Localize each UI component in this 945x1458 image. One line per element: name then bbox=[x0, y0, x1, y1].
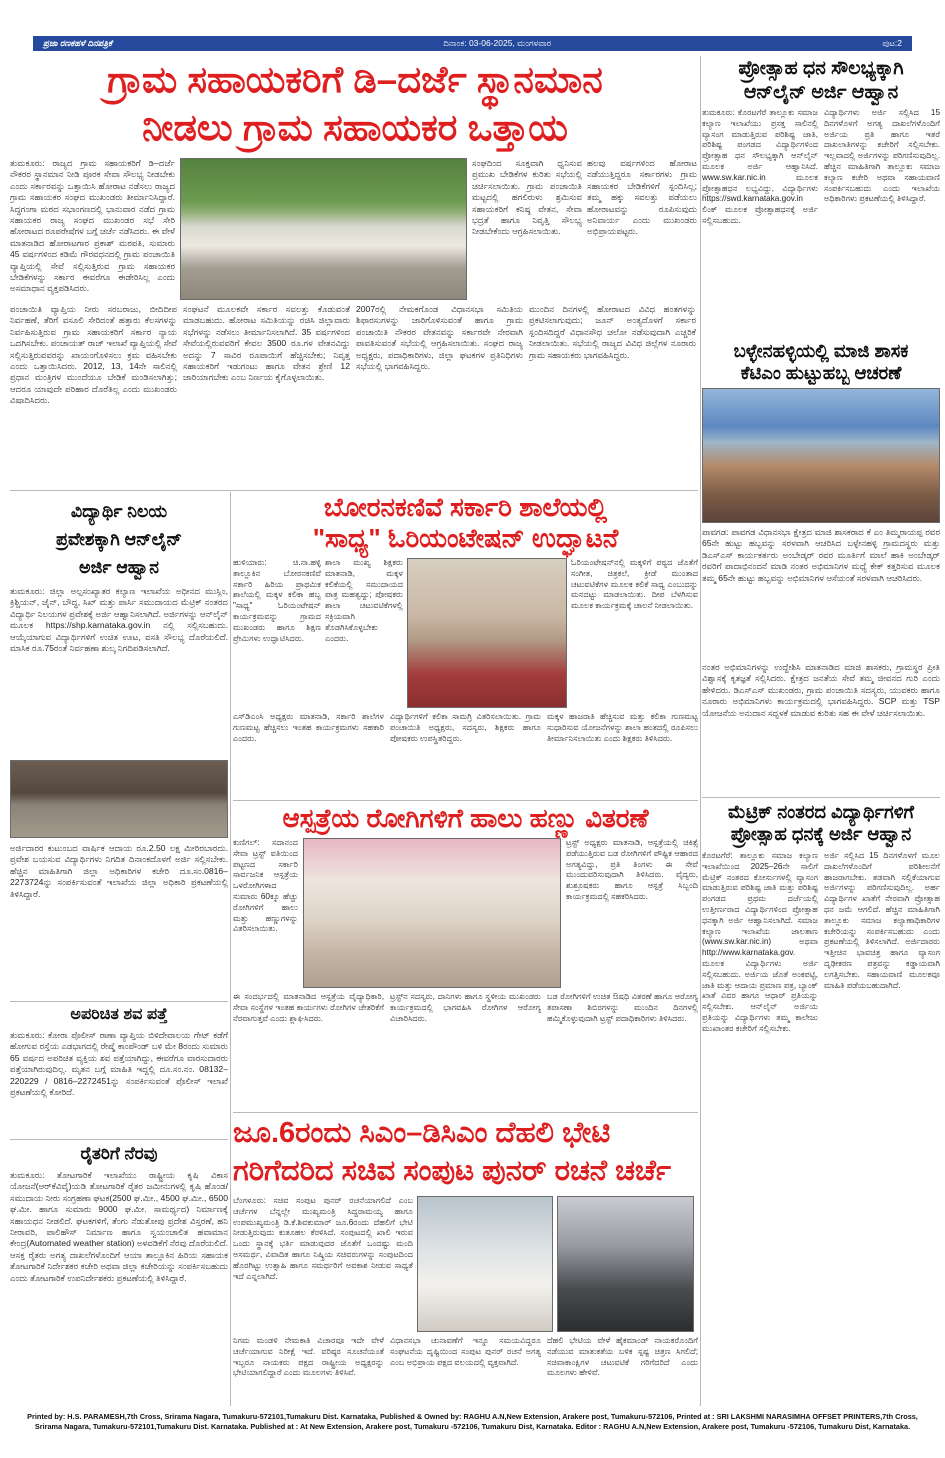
date-line: ದಿನಾಂಕ: 03-06-2025, ಮಂಗಳವಾರ bbox=[443, 38, 552, 48]
unknown-body-text: ತುಮಕೂರು: ಕೋರಾ ಪೊಲೀಸ್ ಠಾಣಾ ವ್ಯಾಪ್ತಿಯ ಬಿಳಿದೇವಾಲಯ ಗೇಟ್ ಕಡೆಗೆ ಹೋಗುವ ರಸ್ತೆಯ ಎಡಭಾಗದಲ್ಲಿ ರೇಷ್ಮೆ ಕಾಂಪೌಂಡ್ ಬಳಿ ಮೇ 8ರಂದು ಸುಮಾರು 65 ವರ್ಷದ ಅಪರಿಚಿತ ವ್ಯಕ್ತಿಯ ಶವ ಪತ್ತೆಯಾಗಿದ್ದು, ಈವರೆಗೂ ವಾರಸುದಾರರು ಪತ್ತೆಯಾಗಿರುವುದಿಲ್ಲ. ಮೃತನ ಬಗ್ಗೆ ಮಾಹಿತಿ ಇದ್ದಲ್ಲಿ ದೂ.ಸಂ.ನಂ. 08132–220229 / 0816–2272451ನ್ನು ಸಂಪರ್ಕಿಸುವಂತೆ ಪೊಲೀಸ್ ಇಲಾಖೆ ಪ್ರಕಟಣೆಯಲ್ಲಿ ಕೋರಿದೆ. bbox=[10, 1030, 228, 1098]
scholarship-headline bbox=[702, 801, 940, 845]
farmers-headline: ರೈತರಿಗೆ ನೆರವು bbox=[80, 1144, 158, 1163]
imprint-line1: Printed by: H.S. PARAMESH,7th Cross, Srirama Nagara, Tumakuru-572101,Tumakuru Dist. Karnataka, Published & Owned by: RAGHU A.N,New Extension, Arakere post, Tumakuru-572106, Printed at : SRI LAKSHMI NARASIMHA OFFSET PRINTERS,7th Cross, bbox=[27, 1412, 918, 1421]
masthead-bar bbox=[33, 36, 912, 51]
sadhya-photo bbox=[407, 558, 567, 708]
sadhya-headline bbox=[233, 492, 698, 554]
divider bbox=[233, 800, 698, 801]
unknown-body-headline: ಅಪರಿಚಿತ ಶವ ಪತ್ತೆ bbox=[70, 1006, 168, 1023]
sadhya-col-4: ಎಸ್‌ಡಿಎಂಸಿ ಅಧ್ಯಕ್ಷರು ಮಾತನಾಡಿ, ಸರ್ಕಾರಿ ಶಾಲೆಗಳ ಗುಣಮಟ್ಟ ಹೆಚ್ಚಿಸಲು ಇಂತಹ ಕಾರ್ಯಕ್ರಮಗಳು ಸಹಕಾರಿ ಎಂದರು. bbox=[233, 712, 384, 743]
hostel-body-1: ತುಮಕೂರು: ಜಿಲ್ಲಾ ಅಲ್ಪಸಂಖ್ಯಾತರ ಕಲ್ಯಾಣ ಇಲಾಖೆಯ ಅಧೀನದ ಮುಸ್ಲಿಂ, ಕ್ರಿಶ್ಚಿಯನ್, ಜೈನ್, ಬೌದ್ಧ, ಸಿಖ್ ಮತ್ತು ಪಾರ್ಸಿ ಸಮುದಾಯದ ಮೆಟ್ರಿಕ್ ನಂತರದ ವಿದ್ಯಾರ್ಥಿ ನಿಲಯಗಳ ಪ್ರವೇಶಕ್ಕೆ ಅರ್ಜಿ ಆಹ್ವಾನಿಸಲಾಗಿದೆ. ಅರ್ಜಿಗಳನ್ನು ಆನ್‌ಲೈನ್ ಮೂಲಕ https://shp.karnataka.gov.in ನಲ್ಲಿ ಸಲ್ಲಿಸಬಹುದು. ಆಯ್ಕೆಯಾಗುವ ವಿದ್ಯಾರ್ಥಿಗಳಿಗೆ ಉಚಿತ ಊಟ, ವಸತಿ ಸೌಲಭ್ಯ ದೊರೆಯಲಿದೆ. ಮಾಸಿಕ ರೂ.75ರಂತೆ ನಿರ್ವಹಣಾ ಶುಲ್ಕ ನಿಗದಿಪಡಿಸಲಾಗಿದೆ. bbox=[10, 586, 228, 654]
cabinet-col-4: ದೆಹಲಿ ಭೇಟಿಯ ವೇಳೆ ಹೈಕಮಾಂಡ್ ನಾಯಕರೊಂದಿಗೆ ನಡೆಯುವ ಮಾತುಕತೆಯ ಬಳಿಕ ಸ್ಪಷ್ಟ ಚಿತ್ರಣ ಸಿಗಲಿದೆ; ಸಚಿವಾಕಾಂಕ್ಷಿಗಳ ಚಟುವಟಿಕೆ ಗರಿಗೆದರಿದೆ ಎಂದು ಮೂಲಗಳು ಹೇಳಿವೆ. bbox=[547, 1336, 698, 1378]
paper-name: ಪ್ರಜಾ ರಣಕಹಳೆ ದಿನಪತ್ರಿಕೆ bbox=[43, 38, 113, 48]
cabinet-col-1: ಬೆಂಗಳೂರು: ಸಚಿವ ಸಂಪುಟ ಪುನರ್ ರಚನೆಯಾಗಲಿದೆ ಎಂಬ ಚರ್ಚೆಗಳ ಬೆನ್ನಲ್ಲೇ ಮುಖ್ಯಮಂತ್ರಿ ಸಿದ್ದರಾಮಯ್ಯ ಹಾಗೂ ಉಪಮುಖ್ಯಮಂತ್ರಿ ಡಿ.ಕೆ.ಶಿವಕುಮಾರ್ ಜೂ.6ರಂದು ದೆಹಲಿಗೆ ಭೇಟಿ ನೀಡುತ್ತಿರುವುದು ಕುತೂಹಲ ಕೆರಳಿಸಿದೆ. ಸಂಪುಟದಲ್ಲಿ ಖಾಲಿ ಇರುವ ಒಂದು ಸ್ಥಾನಕ್ಕೆ ಭರ್ತಿ ಮಾಡುವುದರ ಜೊತೆಗೆ ಒಂದಷ್ಟು ಮಂದಿ ಅಸಮರ್ಥ, ವಿವಾದಿತ ಹಾಗೂ ನಿಷ್ಕ್ರಿಯ ಸಚಿವರುಗಳನ್ನು ಸಂಪುಟದಿಂದ ಹೊರಗಿಟ್ಟು ಉತ್ಸಾಹಿ ಹಾಗೂ ಸಮರ್ಥರಿಗೆ ಅವಕಾಶ ನೀಡುವ ಸಾಧ್ಯತೆ ಇದೆ ಎನ್ನಲಾಗಿದೆ. bbox=[233, 1196, 413, 1281]
lead-col-b: ಹಲವು ವರ್ಷಗಳಿಂದ ಹೋರಾಟ ನಡೆಯುತ್ತಿದ್ದರೂ ಸರ್ಕಾರಗಳು ಗ್ರಾಮ ಸಹಾಯಕರ ಬೇಡಿಕೆಗಳಿಗೆ ಸ್ಪಂದಿಸಿಲ್ಲ; ತಮ್ಮ ಹಕ್ಕು ಸವಲತ್ತು ಪಡೆಯಲು ಹೋರಾಟವನ್ನು ರೂಪಿಸುವುದು ಅನಿವಾರ್ಯ ಎಂದು ಮುಖಂಡರು ಅಭಿಪ್ರಾಯಪಟ್ಟರು. bbox=[587, 158, 697, 237]
cabinet-headline-line1: ಜೂ.6ರಂದು ಸಿಎಂ–ಡಿಸಿಎಂ ದೆಹಲಿ ಭೇಟಿ bbox=[233, 1117, 611, 1149]
imprint-line2: Srirama Nagara, Tumakuru-572101,Tumakuru Dist. Karnataka. Published at : At New Extension, Arakere post, Tumakuru -572106, Tumakuru Dist, Karnataka. Editor : RAGHU A.N,New Extension, Arakere post, Tumakuru -572106, Tumakuru Dist, Karnataka. bbox=[34, 1422, 911, 1431]
lead-col-5: ಮುಂದಿನ ದಿನಗಳಲ್ಲಿ ಹೋರಾಟದ ವಿವಿಧ ಹಂತಗಳನ್ನು ಪ್ರಕಟಿಸಲಾಗುವುದು; ಜೂನ್ ಅಂತ್ಯದೊಳಗೆ ಸರ್ಕಾರ ಸ್ಪಂದಿಸದಿದ್ದರೆ ವಿಧಾನಸೌಧ ಚಲೋ ನಡೆಸುವುದಾಗಿ ಎಚ್ಚರಿಕೆ ನೀಡಲಾಯಿತು. ಸಭೆಯಲ್ಲಿ ರಾಜ್ಯದ ವಿವಿಧ ಜಿಲ್ಲೆಗಳ ನೂರಾರು ಗ್ರಾಮ ಸಹಾಯಕರು ಭಾಗವಹಿಸಿದ್ದರು. bbox=[529, 304, 696, 360]
dcm-photo bbox=[557, 1196, 694, 1332]
milk-col-3: ಈ ಸಂದರ್ಭದಲ್ಲಿ ಮಾತನಾಡಿದ ಆಸ್ಪತ್ರೆಯ ವೈದ್ಯಾಧಿಕಾರಿ, ಸೇವಾ ಸಂಸ್ಥೆಗಳ ಇಂತಹ ಕಾರ್ಯಗಳು ರೋಗಿಗಳ ಚೇತರಿಕೆಗೆ ನೆರವಾಗುತ್ತವೆ ಎಂದು ಶ್ಲಾಘಿಸಿದರು. bbox=[233, 992, 384, 1023]
birthday-headline-line1: ಬಳ್ಳೇನಹಳ್ಳಿಯಲ್ಲಿ ಮಾಜಿ ಶಾಸಕ bbox=[733, 341, 909, 361]
scholarship-headline-line1: ಮೆಟ್ರಿಕ್ ನಂತರದ ವಿದ್ಯಾರ್ಥಿಗಳಿಗೆ bbox=[727, 802, 915, 822]
scholarship-headline-line2: ಪ್ರೋತ್ಸಾಹ ಧನಕ್ಕೆ ಅರ್ಜಿ ಆಹ್ವಾನ bbox=[730, 824, 912, 844]
hostel-headline-line1: ವಿದ್ಯಾರ್ಥಿ ನಿಲಯ bbox=[70, 501, 168, 521]
promo-col-a: ತುಮಕೂರು: ಕೊರಟಗೆರೆ ತಾಲ್ಲೂಕು ಸಮಾಜ ಕಲ್ಯಾಣ ಇಲಾಖೆಯು ಪ್ರಸಕ್ತ ಸಾಲಿನಲ್ಲಿ ವ್ಯಾಸಂಗ ಮಾಡುತ್ತಿರುವ ಪರಿಶಿಷ್ಟ ಜಾತಿ, ಪರಿಶಿಷ್ಟ ಪಂಗಡದ ವಿದ್ಯಾರ್ಥಿಗಳಿಂದ ಪ್ರೋತ್ಸಾಹ ಧನ ಸೌಲಭ್ಯಕ್ಕಾಗಿ ಆನ್‌ಲೈನ್ ಮೂಲಕ ಅರ್ಜಿ ಆಹ್ವಾನಿಸಿದೆ. www.sw.kar.nic.in ಮೂಲಕ ಪ್ರೋತ್ಸಾಹಧನ ಲಭ್ಯವಿದ್ದು, ವಿದ್ಯಾರ್ಥಿಗಳು https://swd.karnataka.gov.in ಲಿಂಕ್ ಮೂಲಕ ಪ್ರೋತ್ಸಾಹಧನಕ್ಕೆ ಅರ್ಜಿ ಸಲ್ಲಿಸಬಹುದು. bbox=[702, 108, 818, 225]
column-rule-right bbox=[700, 56, 701, 1406]
cabinet-row-top bbox=[233, 1196, 698, 1332]
page-number: ಪುಟ:2 bbox=[882, 38, 902, 48]
birthday-body-2: ನಂತರ ಅಭಿಮಾನಿಗಳನ್ನು ಉದ್ದೇಶಿಸಿ ಮಾತನಾಡಿದ ಮಾಜಿ ಶಾಸಕರು, ಗ್ರಾಮಸ್ಥರ ಪ್ರೀತಿ ವಿಶ್ವಾಸಕ್ಕೆ ಕೃತಜ್ಞತೆ ಸಲ್ಲಿಸಿದರು. ಕ್ಷೇತ್ರದ ಜನತೆಯ ಸೇವೆ ತಮ್ಮ ಜೀವನದ ಗುರಿ ಎಂದು ಹೇಳಿದರು. ಡಿಎಸ್‌ಎಸ್ ಮುಖಂಡರು, ಗ್ರಾಮ ಪಂಚಾಯಿತಿ ಸದಸ್ಯರು, ಯುವಕರು ಹಾಗೂ ನೂರಾರು ಅಭಿಮಾನಿಗಳು ಕಾರ್ಯಕ್ರಮದಲ್ಲಿ ಭಾಗವಹಿಸಿದ್ದರು. SCP ಮತ್ತು TSP ಯೋಜನೆಯ ಅನುದಾನ ಸದ್ಬಳಕೆ ಮಾಡುವ ಕುರಿತು ಸಹ ಈ ವೇಳೆ ಚರ್ಚಿಸಲಾಯಿತು. bbox=[702, 662, 940, 718]
milk-row-bottom bbox=[233, 992, 698, 1108]
promo-headline bbox=[702, 57, 940, 105]
imprint-footer bbox=[8, 1412, 937, 1432]
promo-body bbox=[702, 108, 940, 334]
lead-col-a: ಸಂಘದಿಂದ ಸೂಕ್ತವಾಗಿ ಧ್ವನಿಸುವ ಪ್ರಮುಖ ಬೇಡಿಕೆಗಳ ಕುರಿತು ಸಭೆಯಲ್ಲಿ ಚರ್ಚಿಸಲಾಯಿತು. ಗ್ರಾಮ ಪಂಚಾಯಿತಿ ಮಟ್ಟದಲ್ಲಿ ಹಗಲಿರುಳು ಶ್ರಮಿಸುವ ಸಹಾಯಕರಿಗೆ ಕನಿಷ್ಠ ವೇತನ, ಸೇವಾ ಭದ್ರತೆ ಹಾಗೂ ನಿವೃತ್ತಿ ಸೌಲಭ್ಯ ನೀಡಬೇಕೆಂದು ಆಗ್ರಹಿಸಲಾಯಿತು. bbox=[472, 158, 582, 237]
lead-col-1: ತುಮಕೂರು: ರಾಜ್ಯದ ಗ್ರಾಮ ಸಹಾಯಕರಿಗೆ ಡಿ–ದರ್ಜೆ ನೌಕರರ ಸ್ಥಾನಮಾನ ನೀಡಿ ಪೂರಕ ಸೇವಾ ಸೌಲಭ್ಯ ನೀಡಬೇಕು ಎಂದು ಸರ್ಕಾರವನ್ನು ಒತ್ತಾಯಿಸಿ ಹೋರಾಟ ನಡೆಸಲು ರಾಜ್ಯದ ಗ್ರಾಮ ಸಹಾಯಕರ ಸಂಘದ ಮುಖಂಡರು ತೀರ್ಮಾನಿಸಿದ್ದಾರೆ. ಸಿದ್ಧಗಂಗಾ ಮಠದ ಸಭಾಂಗಣದಲ್ಲಿ ಭಾನುವಾರ ನಡೆದ ಗ್ರಾಮ ಸಹಾಯಕರ ರಾಜ್ಯ ಸಂಘದ ಮುಖಂಡರ ಸಭೆ ಸೇರಿ ಹೋರಾಟದ ರೂಪರೇಷೆಗಳ ಬಗ್ಗೆ ಚರ್ಚೆ ನಡೆಸಿದರು. ಈ ವೇಳೆ ಮಾತನಾಡಿದ ಹೋರಾಟಗಾರ ಪ್ರಕಾಶ್ ಮಠಪತಿ, ಸುಮಾರು 45 ವರ್ಷಗಳಿಂದ ಕಡಿಮೆ ಗೌರವಧನದಲ್ಲಿ ಗ್ರಾಮ ಪಂಚಾಯಿತಿ ವ್ಯಾಪ್ತಿಯಲ್ಲಿ ಸೇವೆ ಸಲ್ಲಿಸುತ್ತಿರುವ ಗ್ರಾಮ ಸಹಾಯಕರ ಬೇಡಿಕೆಗಳನ್ನು ಸರ್ಕಾರ ಈವರೆಗೂ ಈಡೇರಿಸಿಲ್ಲ ಎಂದು ಅಸಮಾಧಾನ ವ್ಯಕ್ತಪಡಿಸಿದರು. bbox=[10, 158, 175, 294]
divider bbox=[702, 797, 940, 798]
birthday-headline-line2: ಕೆಟಿಎಂ ಹುಟ್ಟುಹಬ್ಬ ಆಚರಣೆ bbox=[740, 363, 902, 383]
sadhya-headline-line2: "ಸಾಧ್ಯ" ಓರಿಯಂಟೇಷನ್ ಉದ್ಘಾಟನೆ bbox=[312, 523, 619, 553]
divider bbox=[233, 1112, 698, 1113]
cabinet-col-2: ನಿಗಮ ಮಂಡಳಿ ನೇಮಕಾತಿ ವಿಚಾರವೂ ಇದೇ ವೇಳೆ ಚರ್ಚೆಯಾಗುವ ನಿರೀಕ್ಷೆ ಇದೆ. ವರಿಷ್ಠರ ಸೂಚನೆಯಂತೆ ಇಬ್ಬರೂ ನಾಯಕರು ಪಕ್ಷದ ರಾಷ್ಟ್ರೀಯ ಅಧ್ಯಕ್ಷರನ್ನು ಭೇಟಿಯಾಗಲಿದ್ದಾರೆ ಎಂದು ಮೂಲಗಳು ತಿಳಿಸಿವೆ. bbox=[233, 1336, 384, 1378]
scholarship-col-b: ಅರ್ಜಿ ಸಲ್ಲಿಸಿದ 15 ದಿನಗಳೊಳಗೆ ಮೂಲ ದಾಖಲೆಗಳೊಂದಿಗೆ ಪರಿಶೀಲನೆಗೆ ಹಾಜರಾಗಬೇಕು. ತಡವಾಗಿ ಸಲ್ಲಿಕೆಯಾಗುವ ಅರ್ಜಿಗಳನ್ನು ಪರಿಗಣಿಸುವುದಿಲ್ಲ. ಅರ್ಹ ವಿದ್ಯಾರ್ಥಿಗಳ ಖಾತೆಗೆ ನೇರವಾಗಿ ಪ್ರೋತ್ಸಾಹ ಧನ ಜಮೆ ಆಗಲಿದೆ. ಹೆಚ್ಚಿನ ಮಾಹಿತಿಗಾಗಿ ತಾಲ್ಲೂಕು ಸಮಾಜ ಕಲ್ಯಾಣಾಧಿಕಾರಿಗಳ ಕಚೇರಿಯನ್ನು ಸಂಪರ್ಕಿಸಬಹುದು ಎಂದು ಪ್ರಕಟಣೆಯಲ್ಲಿ ತಿಳಿಸಲಾಗಿದೆ. ಅರ್ಜಿದಾರರು ಇತ್ತೀಚಿನ ಭಾವಚಿತ್ರ ಹಾಗೂ ವ್ಯಾಸಂಗ ದೃಢೀಕರಣ ಪತ್ರವನ್ನು ಕಡ್ಡಾಯವಾಗಿ ಲಗತ್ತಿಸಬೇಕು. ಸಹಾಯವಾಣಿ ಮೂಲಕವೂ ಮಾಹಿತಿ ಪಡೆಯಬಹುದಾಗಿದೆ. bbox=[824, 851, 940, 990]
cabinet-headline bbox=[233, 1114, 698, 1190]
promo-headline-line2: ಆನ್‌ಲೈನ್ ಅರ್ಜಿ ಆಹ್ವಾನ bbox=[743, 82, 899, 103]
sadhya-headline-line1: ಬೋರನಕಣಿವೆ ಸರ್ಕಾರಿ ಶಾಲೆಯಲ್ಲಿ bbox=[323, 492, 608, 522]
birthday-body-1: ಪಾವಗಡ: ಪಾವಗಡ ವಿಧಾನಸಭಾ ಕ್ಷೇತ್ರದ ಮಾಜಿ ಶಾಸಕರಾದ ಕೆ ಎಂ ತಿಮ್ಮರಾಯಪ್ಪ ರವರ 65ನೇ ಹುಟ್ಟು ಹಬ್ಬವನ್ನು ಸರಳವಾಗಿ ಆಚರಿಸಿದ ಬಳ್ಳೇನಹಳ್ಳಿ ಗ್ರಾಮದಸ್ಥರು ಮತ್ತು ಡಿಎಸ್‌ಎಸ್ ಕಾರ್ಯಕರ್ತರು ಅಂಬೇಡ್ಕರ್ ರವರ ಮೂರ್ತಿಗೆ ಮಾಲೆ ಹಾಕಿ ಅಂಬೇಡ್ಕರ್ ರವರಿಗೆ ಪಾದಾಭಿನಂದನೆ ಮಾಡಿ ನಂತರ ಅಭಿಮಾನಿಗಳ ಮಧ್ಯೆ ಕೇಕ್ ಕತ್ತರಿಸುವ ಮೂಲಕ ತಮ್ಮ 65ನೇ ಹುಟ್ಟು ಹಬ್ಬವನ್ನು ಅಭಿಮಾನಿಗಳ ಆಸೆಯಂತೆ ಸರಳವಾಗಿ ಆಚರಿಸಿದರು. bbox=[702, 527, 940, 583]
hostel-headline-line3: ಅರ್ಜಿ ಆಹ್ವಾನ bbox=[79, 557, 159, 577]
milk-col-4: ಟ್ರಸ್ಟ್‌ನ ಸದಸ್ಯರು, ದಾನಿಗಳು ಹಾಗೂ ಸ್ಥಳೀಯ ಮುಖಂಡರು ಕಾರ್ಯಕ್ರಮದಲ್ಲಿ ಭಾಗವಹಿಸಿ ರೋಗಿಗಳ ಆರೋಗ್ಯ ವಿಚಾರಿಸಿದರು. bbox=[390, 992, 541, 1023]
hostel-headline bbox=[10, 497, 228, 581]
milk-headline: ಆಸ್ಪತ್ರೆಯ ರೋಗಿಗಳಿಗೆ ಹಾಲು ಹಣ್ಣು ವಿತರಣೆ bbox=[282, 803, 649, 833]
divider bbox=[10, 1001, 228, 1002]
column-rule-left bbox=[230, 492, 231, 1406]
cabinet-col-3: ವಿಧಾನಸಭಾ ಚುನಾವಣೆಗೆ ಇನ್ನೂ ಸಮಯವಿದ್ದರೂ ಸಂಘಟನೆಯ ದೃಷ್ಟಿಯಿಂದ ಸಂಪುಟ ಪುನರ್ ರಚನೆ ಅಗತ್ಯ ಎಂಬ ಅಭಿಪ್ರಾಯ ಪಕ್ಷದ ವಲಯದಲ್ಲಿ ವ್ಯಕ್ತವಾಗಿದೆ. bbox=[390, 1336, 541, 1367]
cabinet-headline-line2: ಗರಿಗೆದರಿದ ಸಚಿವ ಸಂಪುಟ ಪುನರ್ ರಚನೆ ಚರ್ಚೆ bbox=[233, 1155, 671, 1187]
scholarship-col-a: ಕೊರಟಗೆರೆ: ತಾಲ್ಲೂಕು ಸಮಾಜ ಕಲ್ಯಾಣ ಇಲಾಖೆಯಿಂದ 2025–26ನೇ ಸಾಲಿಗೆ ಮೆಟ್ರಿಕ್ ನಂತರದ ಕೋರ್ಸುಗಳಲ್ಲಿ ವ್ಯಾಸಂಗ ಮಾಡುತ್ತಿರುವ ಪರಿಶಿಷ್ಟ ಜಾತಿ ಮತ್ತು ಪರಿಶಿಷ್ಟ ಪಂಗಡದ ಪ್ರಥಮ ದರ್ಜೆಯಲ್ಲಿ ಉತ್ತೀರ್ಣರಾದ ವಿದ್ಯಾರ್ಥಿಗಳಿಂದ ಪ್ರೋತ್ಸಾಹ ಧನಕ್ಕಾಗಿ ಅರ್ಜಿ ಆಹ್ವಾನಿಸಲಾಗಿದೆ. ಸಮಾಜ ಕಲ್ಯಾಣ ಇಲಾಖೆಯ ಜಾಲತಾಣ (www.sw.kar.nic.in) ಅಥವಾ http://www.karnataka.gov. ಮೂಲಕ ವಿದ್ಯಾರ್ಥಿಗಳು ಅರ್ಜಿ ಸಲ್ಲಿಸಬಹುದು. ಅರ್ಜಿಯ ಜೊತೆ ಅಂಕಪಟ್ಟಿ, ಜಾತಿ ಮತ್ತು ಆದಾಯ ಪ್ರಮಾಣ ಪತ್ರ, ಬ್ಯಾಂಕ್ ಖಾತೆ ವಿವರ ಹಾಗೂ ಆಧಾರ್ ಪ್ರತಿಯನ್ನು ಸಲ್ಲಿಸಬೇಕು. ಆನ್‌ಲೈನ್ ಅರ್ಜಿಯ ಪ್ರತಿಯನ್ನು ವಿದ್ಯಾರ್ಥಿಗಳು ತಮ್ಮ ಕಾಲೇಜು ಮುಖಾಂತರ ಕಚೇರಿಗೆ ಸಲ್ಲಿಸಬೇಕು. bbox=[702, 851, 818, 1033]
milk-col-5: ಬಡ ರೋಗಿಗಳಿಗೆ ಉಚಿತ ಔಷಧಿ ವಿತರಣೆ ಹಾಗೂ ಆರೋಗ್ಯ ತಪಾಸಣಾ ಶಿಬಿರಗಳನ್ನು ಮುಂದಿನ ದಿನಗಳಲ್ಲಿ ಹಮ್ಮಿಕೊಳ್ಳುವುದಾಗಿ ಟ್ರಸ್ಟ್ ಪದಾಧಿಕಾರಿಗಳು ತಿಳಿಸಿದರು. bbox=[547, 992, 698, 1023]
lead-col-3: ಸಂಘಟನೆ ಮೂಲಕವೇ ಸರ್ಕಾರ ಸವಲತ್ತು ಕೊಡುವಂತೆ ಮಾಡಬಹುದು. ಹೋರಾಟ ಸಮಿತಿಯನ್ನು ರಚಿಸಿ ಜಿಲ್ಲಾವಾರು ಸಭೆಗಳನ್ನು ನಡೆಸಲು ತೀರ್ಮಾನಿಸಲಾಗಿದೆ. 35 ವರ್ಷಗಳಿಂದ ಸೇವೆಯಲ್ಲಿರುವವರಿಗೆ ಕೇವಲ 3500 ರೂ.ಗಳ ವೇತನವಿದ್ದು ಅದನ್ನು 7 ಸಾವಿರ ರೂಪಾಯಿಗೆ ಹೆಚ್ಚಿಸಬೇಕು; ನಿವೃತ್ತ ಸಹಾಯಕರಿಗೆ ಇಡುಗಂಟು ಹಾಗೂ ವೇತನ ಶ್ರೇಣಿ 12 ಜಾರಿಯಾಗಬೇಕು ಎಂಬ ನಿರ್ಣಯ ಕೈಗೊಳ್ಳಲಾಯಿತು. bbox=[183, 304, 350, 383]
hostel-body-2: ಅರ್ಜಿದಾರರ ಕುಟುಂಬದ ವಾರ್ಷಿಕ ಆದಾಯ ರೂ.2.50 ಲಕ್ಷ ಮೀರಿರಬಾರದು. ಪ್ರವೇಶ ಬಯಸುವ ವಿದ್ಯಾರ್ಥಿಗಳು ನಿಗದಿತ ದಿನಾಂಕದೊಳಗೆ ಅರ್ಜಿ ಸಲ್ಲಿಸಬೇಕು. ಹೆಚ್ಚಿನ ಮಾಹಿತಿಗಾಗಿ ಜಿಲ್ಲಾ ಅಧಿಕಾರಿಗಳ ಕಚೇರಿ ದೂ.ಸಂ.0816–2273724ನ್ನು ಸಂಪರ್ಕಿಸುವಂತೆ ಇಲಾಖೆಯ ಜಿಲ್ಲಾ ಅಧಿಕಾರಿ ಪ್ರಕಟಣೆಯಲ್ಲಿ ತಿಳಿಸಿದ್ದಾರೆ. bbox=[10, 843, 228, 899]
sadhya-row-top bbox=[233, 558, 698, 708]
milk-col-2: ಟ್ರಸ್ಟ್ ಅಧ್ಯಕ್ಷರು ಮಾತನಾಡಿ, ಆಸ್ಪತ್ರೆಯಲ್ಲಿ ಚಿಕಿತ್ಸೆ ಪಡೆಯುತ್ತಿರುವ ಬಡ ರೋಗಿಗಳಿಗೆ ಪೌಷ್ಟಿಕ ಆಹಾರದ ಅಗತ್ಯವಿದ್ದು, ಪ್ರತಿ ತಿಂಗಳು ಈ ಸೇವೆ ಮುಂದುವರಿಸುವುದಾಗಿ ತಿಳಿಸಿದರು. ವೈದ್ಯರು, ಶುಶ್ರೂಷಕರು ಹಾಗೂ ಆಸ್ಪತ್ರೆ ಸಿಬ್ಬಂದಿ ಕಾರ್ಯಕ್ರಮದಲ್ಲಿ ಸಹಕರಿಸಿದರು. bbox=[566, 838, 698, 901]
lead-photo bbox=[180, 158, 467, 300]
lead-row-top bbox=[10, 158, 698, 300]
promo-headline-line1: ಪ್ರೋತ್ಸಾಹ ಧನ ಸೌಲಭ್ಯಕ್ಕಾಗಿ bbox=[738, 58, 904, 79]
hostel-headline-line2: ಪ್ರವೇಶಕ್ಕಾಗಿ ಆನ್‌ಲೈನ್ bbox=[55, 529, 183, 549]
sadhya-col-2: ಶಾಲಾ ಮುಖ್ಯ ಶಿಕ್ಷಕರು ಮಾತನಾಡಿ, ಮಕ್ಕಳ ಕಲಿಕೆಯಲ್ಲಿ ಸಮುದಾಯದ ಪಾತ್ರ ಮಹತ್ವದ್ದು; ಪೋಷಕರು ಶಾಲಾ ಚಟುವಟಿಕೆಗಳಲ್ಲಿ ಸಕ್ರಿಯವಾಗಿ ತೊಡಗಿಸಿಕೊಳ್ಳಬೇಕು ಎಂದರು. bbox=[325, 558, 403, 643]
divider bbox=[10, 490, 698, 491]
birthday-photo bbox=[702, 388, 940, 523]
farmers-body: ತುಮಕೂರು: ತೋಟಗಾರಿಕೆ ಇಲಾಖೆಯು ರಾಷ್ಟ್ರೀಯ ಕೃಷಿ ವಿಕಾಸ ಯೋಜನೆ(ಆರ್‌ಕೆವಿವೈ)ಯಡಿ ತೋಟಗಾರಿಕೆ ರೈತರ ಜಮೀನುಗಳಲ್ಲಿ ಕೃಷಿ ಹೊಂಡ/ಸಮುದಾಯ ನೀರು ಸಂಗ್ರಹಣಾ ಘಟಕ(2500 ಘ.ಮೀ., 4500 ಘ.ಮೀ., 6500 ಘ.ಮೀ. ಹಾಗೂ ಸುಮಾರು 9000 ಘ.ಮೀ. ಸಾಮರ್ಥ್ಯದ) ನಿರ್ಮಾಣಕ್ಕೆ ಸಹಾಯಧನ ನೀಡಲಿದೆ. ಘಟಕಗಳಿಗೆ, ತೆಂಗು ನೆಡುತೋಪು ಪ್ರದೇಶ ವಿಸ್ತರಣೆ, ಹನಿ ನೀರಾವರಿ, ಪಾಲಿಹೌಸ್ ನಿರ್ಮಾಣ ಹಾಗೂ ಸ್ವಯಂಚಾಲಿತ ಹವಾಮಾನ ಕೇಂದ್ರ(Automated weather station) ಅಳವಡಿಕೆಗೆ ನೆರವು ದೊರೆಯಲಿದೆ. ಆಸಕ್ತ ರೈತರು ಅಗತ್ಯ ದಾಖಲೆಗಳೊಂದಿಗೆ ಆಯಾ ತಾಲ್ಲೂಕಿನ ಹಿರಿಯ ಸಹಾಯಕ ತೋಟಗಾರಿಕೆ ನಿರ್ದೇಶಕರ ಕಚೇರಿ ಅಥವಾ ಜಿಲ್ಲಾ ಕಚೇರಿಯನ್ನು ಸಂಪರ್ಕಿಸಬಹುದು ಎಂದು ತೋಟಗಾರಿಕೆ ಉಪನಿರ್ದೇಶಕರು ಪ್ರಕಟಣೆಯಲ್ಲಿ ತಿಳಿಸಿದ್ದಾರೆ. bbox=[10, 1170, 228, 1283]
milk-row-top bbox=[233, 838, 698, 988]
milk-photo bbox=[303, 838, 561, 988]
sadhya-row-bottom bbox=[233, 712, 698, 796]
cm-photo bbox=[417, 1196, 553, 1332]
promo-col-b: ವಿದ್ಯಾರ್ಥಿಗಳು ಅರ್ಜಿ ಸಲ್ಲಿಸಿದ 15 ದಿನಗಳೊಳಗೆ ಅಗತ್ಯ ದಾಖಲೆಗಳೊಂದಿಗೆ ಅರ್ಜಿಯ ಪ್ರತಿ ಹಾಗೂ ಇತರೆ ದಾಖಲಾತಿಗಳನ್ನು ಕಚೇರಿಗೆ ಸಲ್ಲಿಸಬೇಕು. ಇಲ್ಲವಾದಲ್ಲಿ ಅರ್ಜಿಗಳನ್ನು ಪರಿಗಣಿಸುವುದಿಲ್ಲ. ಹೆಚ್ಚಿನ ಮಾಹಿತಿಗಾಗಿ ತಾಲ್ಲೂಕು ಸಮಾಜ ಕಲ್ಯಾಣ ಕಚೇರಿ ಅಥವಾ ಸಹಾಯವಾಣಿ ಸಂಪರ್ಕಿಸಬಹುದು ಎಂದು ಇಲಾಖೆಯ ಅಧಿಕಾರಿಗಳು ಪ್ರಕಟಣೆಯಲ್ಲಿ ತಿಳಿಸಿದ್ದಾರೆ. bbox=[824, 108, 940, 204]
milk-col-1: ಕುಣಿಗಲ್: ಸದಾನಂದ ಸೇವಾ ಟ್ರಸ್ಟ್ ವತಿಯಿಂದ ಪಟ್ಟಣದ ಸರ್ಕಾರಿ ಸಾರ್ವಜನಿಕ ಆಸ್ಪತ್ರೆಯ ಒಳರೋಗಿಗಳಾದ ಸುಮಾರು 60ಕ್ಕೂ ಹೆಚ್ಚು ರೋಗಿಗಳಿಗೆ ಹಾಲು ಮತ್ತು ಹಣ್ಣುಗಳನ್ನು ವಿತರಿಸಲಾಯಿತು. bbox=[233, 838, 298, 934]
birthday-headline bbox=[702, 340, 940, 384]
sadhya-col-1: ಹುಳಿಯಾರು: ಚಿ.ನಾ.ಹಳ್ಳಿ ತಾಲ್ಲೂಕಿನ ಬೋರನಕಣಿವೆ ಸರ್ಕಾರಿ ಹಿರಿಯ ಪ್ರಾಥಮಿಕ ಶಾಲೆಯಲ್ಲಿ ಮಕ್ಕಳ ಕಲಿಕಾ ಹಬ್ಬ "ಸಾಧ್ಯ" ಓರಿಯಂಟೇಷನ್ ಕಾರ್ಯಕ್ರಮವನ್ನು ಗ್ರಾಮದ ಮುಖಂಡರು ಹಾಗೂ ಶಿಕ್ಷಣ ಪ್ರೇಮಿಗಳು ಉದ್ಘಾಟಿಸಿದರು. bbox=[233, 558, 321, 643]
scholarship-body bbox=[702, 851, 940, 1405]
lead-col-2: ಪಂಚಾಯಿತಿ ವ್ಯಾಪ್ತಿಯ ನೀರು ಸರಬರಾಜು, ಬೀದಿದೀಪ ನಿರ್ವಹಣೆ, ತೆರಿಗೆ ವಸೂಲಿ ಸೇರಿದಂತೆ ಹತ್ತಾರು ಕೆಲಸಗಳನ್ನು ನಿರ್ವಹಿಸುತ್ತಿರುವ ಗ್ರಾಮ ಸಹಾಯಕರಿಗೆ ಸರ್ಕಾರ ನ್ಯಾಯ ಒದಗಿಸಬೇಕು. ಪಂಚಾಯತ್ ರಾಜ್ ಇಲಾಖೆ ವ್ಯಾಪ್ತಿಯಲ್ಲಿ ಸೇವೆ ಸಲ್ಲಿಸುತ್ತಿರುವವರನ್ನು ಖಾಯಂಗೊಳಿಸಲು ಕ್ರಮ ವಹಿಸಬೇಕು ಎಂದು ಒತ್ತಾಯಿಸಿದರು. 2012, 13, 14ನೇ ಸಾಲಿನಲ್ಲಿ ಪ್ರಧಾನ ಮಂತ್ರಿಗಳ ಮುಂದೆಯೂ ಬೇಡಿಕೆ ಮಂಡಿಸಲಾಗಿತ್ತು; ಆದರೂ ಯಾವುದೇ ಪರಿಹಾರ ದೊರೆತಿಲ್ಲ ಎಂದು ಮುಖಂಡರು ವಿಷಾದಿಸಿದರು. bbox=[10, 304, 177, 406]
sadhya-col-5: ವಿದ್ಯಾರ್ಥಿಗಳಿಗೆ ಕಲಿಕಾ ಸಾಮಗ್ರಿ ವಿತರಿಸಲಾಯಿತು. ಗ್ರಾಮ ಪಂಚಾಯಿತಿ ಅಧ್ಯಕ್ಷರು, ಸದಸ್ಯರು, ಶಿಕ್ಷಕರು ಹಾಗೂ ಪೋಷಕರು ಉಪಸ್ಥಿತರಿದ್ದರು. bbox=[390, 712, 541, 743]
divider bbox=[10, 1139, 228, 1140]
cabinet-row-bottom bbox=[233, 1336, 698, 1406]
hostel-event-photo bbox=[10, 760, 228, 838]
lead-row-bottom bbox=[10, 304, 698, 488]
lead-col-4: 2007ರಲ್ಲಿ ನೇಮಕಗೊಂಡ ವಿಧಾನಸಭಾ ಸಮಿತಿಯ ಶಿಫಾರಸುಗಳನ್ನು ಜಾರಿಗೊಳಿಸುವಂತೆ ಹಾಗೂ ಗ್ರಾಮ ಪಂಚಾಯಿತಿ ನೌಕರರ ವೇತನವನ್ನು ಸರ್ಕಾರವೇ ನೇರವಾಗಿ ಪಾವತಿಸುವಂತೆ ಸಭೆಯಲ್ಲಿ ಆಗ್ರಹಿಸಲಾಯಿತು. ಸಂಘದ ರಾಜ್ಯ ಅಧ್ಯಕ್ಷರು, ಪದಾಧಿಕಾರಿಗಳು, ಜಿಲ್ಲಾ ಘಟಕಗಳ ಪ್ರತಿನಿಧಿಗಳು ಸಭೆಯಲ್ಲಿ ಭಾಗವಹಿಸಿದ್ದರು. bbox=[356, 304, 523, 372]
sadhya-col-6: ಮಕ್ಕಳ ಹಾಜರಾತಿ ಹೆಚ್ಚಿಸುವ ಮತ್ತು ಕಲಿಕಾ ಗುಣಮಟ್ಟ ಸುಧಾರಿಸುವ ಯೋಜನೆಗಳನ್ನು ಶಾಲಾ ಹಂತದಲ್ಲಿ ರೂಪಿಸಲು ತೀರ್ಮಾನಿಸಲಾಯಿತು ಎಂದು ಶಿಕ್ಷಕರು ತಿಳಿಸಿದರು. bbox=[547, 712, 698, 743]
lead-headline-line1: ಗ್ರಾಮ ಸಹಾಯಕರಿಗೆ ಡಿ–ದರ್ಜೆ ಸ್ಥಾನಮಾನ bbox=[107, 59, 603, 100]
lead-headline bbox=[12, 56, 698, 152]
sadhya-col-3: ಓರಿಯಂಟೇಷನ್‌ನಲ್ಲಿ ಮಕ್ಕಳಿಗೆ ಪಠ್ಯದ ಜೊತೆಗೆ ಸಂಗೀತ, ಚಿತ್ರಕಲೆ, ಕ್ರೀಡೆ ಮುಂತಾದ ಚಟುವಟಿಕೆಗಳ ಮೂಲಕ ಕಲಿಕೆ ಸಾಧ್ಯ ಎಂಬುದನ್ನು ಮನದಟ್ಟು ಮಾಡಲಾಯಿತು. ದೀಪ ಬೆಳಗಿಸುವ ಮೂಲಕ ಕಾರ್ಯಕ್ರಮಕ್ಕೆ ಚಾಲನೆ ನೀಡಲಾಯಿತು. bbox=[571, 558, 698, 611]
lead-headline-line2: ನೀಡಲು ಗ್ರಾಮ ಸಹಾಯಕರ ಒತ್ತಾಯ bbox=[142, 107, 568, 148]
